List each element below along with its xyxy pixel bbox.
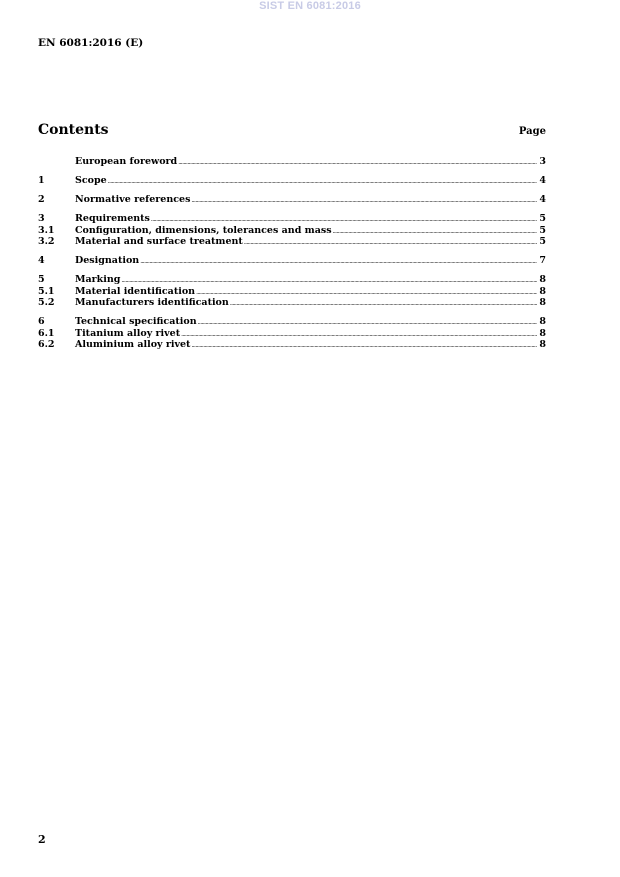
toc-entry-title: Technical specification bbox=[75, 316, 197, 327]
toc-entry-number: 4 bbox=[38, 255, 45, 266]
toc-entry-title: Aluminium alloy rivet bbox=[75, 339, 191, 350]
toc-entry-number: 6.1 bbox=[38, 327, 55, 339]
page-number: 2 bbox=[38, 833, 46, 846]
toc-entry-page: 5 bbox=[539, 213, 546, 224]
toc-leader-dots bbox=[198, 317, 538, 329]
toc-entry[interactable] bbox=[38, 213, 546, 225]
watermark-text: SIST EN 6081:2016 bbox=[259, 0, 361, 12]
toc-leader-dots bbox=[181, 329, 537, 341]
toc-entry[interactable] bbox=[38, 339, 546, 351]
toc-leader-dots bbox=[140, 256, 537, 268]
toc-entry-page: 8 bbox=[539, 316, 546, 327]
table-of-contents bbox=[38, 156, 546, 351]
toc-entry-title: Titanium alloy rivet bbox=[75, 327, 181, 339]
toc-leader-dots bbox=[333, 226, 538, 238]
toc-entry[interactable] bbox=[38, 328, 546, 340]
toc-entry-page: 8 bbox=[539, 339, 546, 350]
toc-entry[interactable] bbox=[38, 286, 546, 298]
toc-entry[interactable] bbox=[38, 194, 546, 206]
toc-entry-page: 5 bbox=[539, 224, 546, 236]
toc-entry[interactable] bbox=[38, 156, 546, 168]
contents-heading: Contents bbox=[38, 122, 109, 138]
toc-entry-title: Designation bbox=[75, 255, 140, 266]
toc-entry-title: Scope bbox=[75, 175, 107, 186]
toc-entry-page: 5 bbox=[539, 236, 546, 247]
toc-leader-dots bbox=[244, 237, 538, 249]
toc-entry-number: 1 bbox=[38, 175, 45, 186]
toc-entry-page: 4 bbox=[539, 175, 546, 186]
toc-entry-title: Configuration, dimensions, tolerances and mass bbox=[75, 224, 332, 236]
toc-entry[interactable] bbox=[38, 175, 546, 187]
toc-entry-title: Marking bbox=[75, 274, 121, 285]
toc-entry-page: 8 bbox=[539, 297, 546, 308]
document-id: EN 6081:2016 (E) bbox=[38, 37, 144, 49]
toc-entry-number: 3.1 bbox=[38, 224, 55, 236]
toc-entry-page: 8 bbox=[539, 327, 546, 339]
toc-entry-title: Normative references bbox=[75, 194, 191, 205]
toc-entry-number: 6 bbox=[38, 316, 45, 327]
toc-leader-dots bbox=[230, 298, 538, 310]
toc-entry-title: Manufacturers identification bbox=[75, 297, 229, 308]
toc-entry[interactable] bbox=[38, 255, 546, 267]
toc-entry-title: European foreword bbox=[75, 156, 178, 167]
toc-entry[interactable] bbox=[38, 297, 546, 309]
toc-entry-number: 5.2 bbox=[38, 297, 55, 308]
toc-entry-page: 8 bbox=[539, 285, 546, 297]
toc-leader-dots bbox=[191, 195, 537, 207]
toc-entry-number: 5.1 bbox=[38, 285, 55, 297]
toc-entry[interactable] bbox=[38, 274, 546, 286]
toc-leader-dots bbox=[196, 287, 537, 299]
toc-entry-number: 3.2 bbox=[38, 236, 55, 247]
toc-entry-page: 3 bbox=[539, 156, 546, 167]
toc-entry-number: 5 bbox=[38, 274, 45, 285]
toc-entry-number: 2 bbox=[38, 194, 45, 205]
toc-entry-title: Material and surface treatment bbox=[75, 236, 243, 247]
toc-entry-title: Requirements bbox=[75, 213, 150, 224]
toc-entry[interactable] bbox=[38, 316, 546, 328]
page-column-heading: Page bbox=[518, 126, 546, 137]
toc-entry-page: 7 bbox=[539, 255, 546, 266]
toc-leader-dots bbox=[178, 157, 537, 169]
toc-entry-page: 4 bbox=[539, 194, 546, 205]
toc-entry-number: 6.2 bbox=[38, 339, 55, 350]
toc-leader-dots bbox=[108, 176, 538, 188]
toc-entry[interactable] bbox=[38, 225, 546, 237]
toc-entry-title: Material identification bbox=[75, 285, 196, 297]
toc-entry[interactable] bbox=[38, 236, 546, 248]
toc-entry-number: 3 bbox=[38, 213, 45, 224]
toc-entry-page: 8 bbox=[539, 274, 546, 285]
toc-leader-dots bbox=[191, 340, 537, 352]
